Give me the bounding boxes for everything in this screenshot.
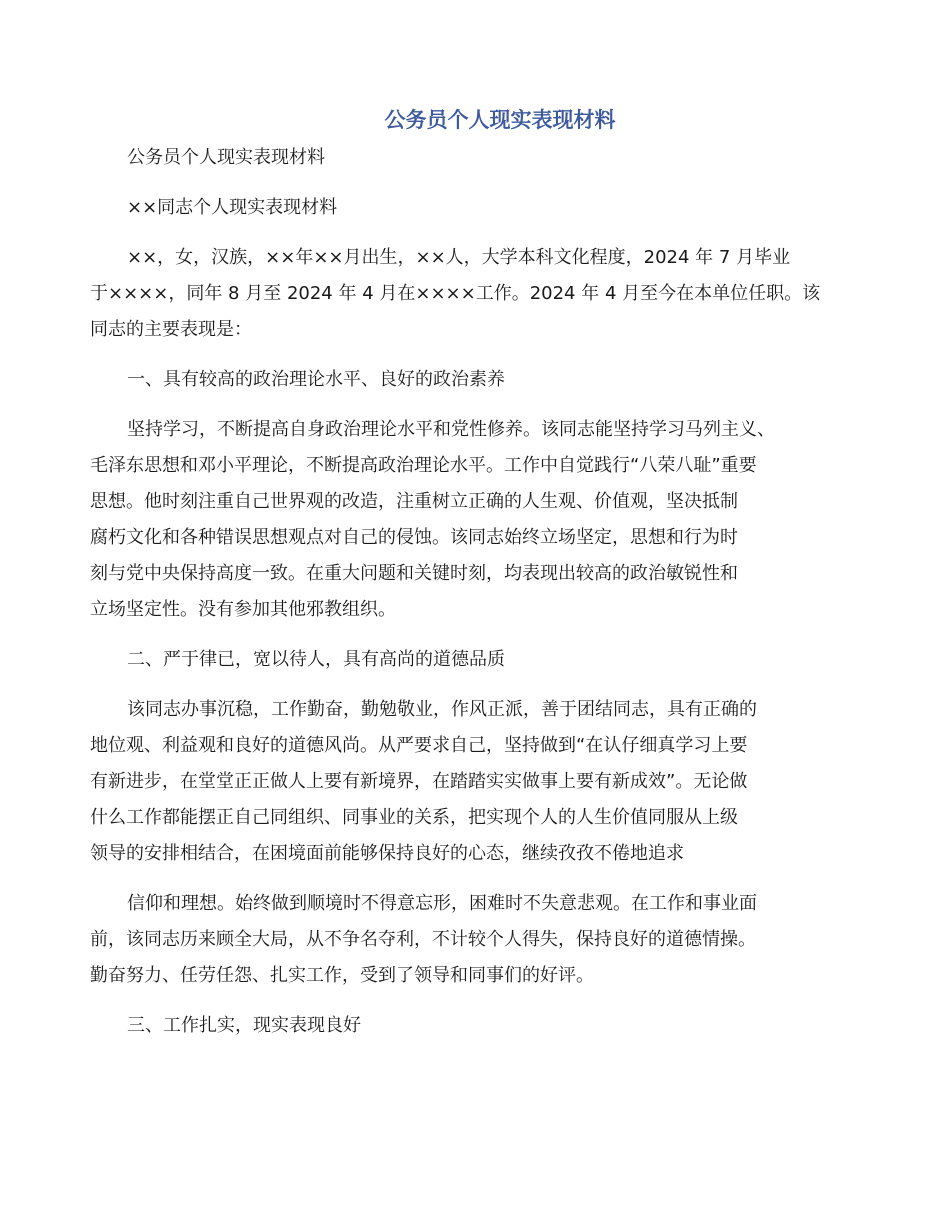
document-title: 公务员个人现实表现材料 (384, 108, 616, 132)
text-line: 坚持学习，不断提高自身政治理论水平和党性修养。该同志能坚持学习马列主义、 (127, 419, 775, 440)
text-line: 地位观、利益观和良好的道德风尚。从严要求自己，坚持做到“在认仔细真学习上要 (90, 735, 748, 756)
text-line: 信仰和理想。始终做到顺境时不得意忘形，困难时不失意悲观。在工作和事业面 (127, 893, 757, 914)
section-heading-2 (90, 642, 872, 678)
text-line: ××，女，汉族，××年××月出生，××人，大学本科文化程度，2024 年 7 月毕业 (127, 247, 791, 268)
text-line: 立场坚定性。没有参加其他邪教组织。 (90, 599, 396, 620)
paragraph-subtitle (90, 140, 872, 176)
text-line: 同志的主要表现是： (90, 319, 252, 340)
section-heading-3 (90, 1008, 872, 1044)
text-line: 公务员个人现实表现材料 (127, 147, 325, 168)
paragraph-section-2b (90, 886, 872, 994)
text-line: 思想。他时刻注重自己世界观的改造，注重树立正确的人生观、价值观，坚决抵制 (90, 491, 738, 512)
text-line: 二、严于律已，宽以待人，具有高尚的道德品质 (127, 649, 505, 670)
text-line: 前，该同志历来顾全大局，从不争名夺利，不计较个人得失，保持良好的道德情操。 (90, 929, 756, 950)
document-page (90, 100, 872, 1058)
text-line: 刻与党中央保持高度一致。在重大问题和关键时刻，均表现出较高的政治敏锐性和 (90, 563, 738, 584)
text-line: 一、具有较高的政治理论水平、良好的政治素养 (127, 369, 505, 390)
paragraph-section-1 (90, 412, 872, 628)
text-line: 腐朽文化和各种错误思想观点对自己的侵蚀。该同志始终立场坚定，思想和行为时 (90, 527, 738, 548)
text-line: 领导的安排相结合，在困境面前能够保持良好的心态，继续孜孜不倦地追求 (90, 843, 684, 864)
section-heading-1 (90, 362, 872, 398)
text-line: 于××××，同年 8 月至 2024 年 4 月在××××工作。2024 年 4 月至今在本单位任职。该 (90, 283, 821, 304)
text-line: 什么工作都能摆正自己同组织、同事业的关系，把实现个人的人生价值同服从上级 (90, 807, 738, 828)
text-line: ××同志个人现实表现材料 (127, 197, 338, 218)
paragraph-heading-comrade (90, 190, 872, 226)
text-line: 毛泽东思想和邓小平理论，不断提高政治理论水平。工作中自觉践行“八荣八耻”重要 (90, 455, 757, 476)
text-line: 该同志办事沉稳，工作勤奋，勤勉敬业，作风正派，善于团结同志，具有正确的 (127, 699, 757, 720)
paragraph-profile (90, 240, 872, 348)
text-line: 有新进步，在堂堂正正做人上要有新境界，在踏踏实实做事上要有新成效”。无论做 (90, 771, 748, 792)
paragraph-section-2a (90, 692, 872, 872)
text-line: 三、工作扎实，现实表现良好 (127, 1015, 361, 1036)
text-line: 勤奋努力、任劳任怨、扎实工作，受到了领导和同事们的好评。 (90, 965, 594, 986)
